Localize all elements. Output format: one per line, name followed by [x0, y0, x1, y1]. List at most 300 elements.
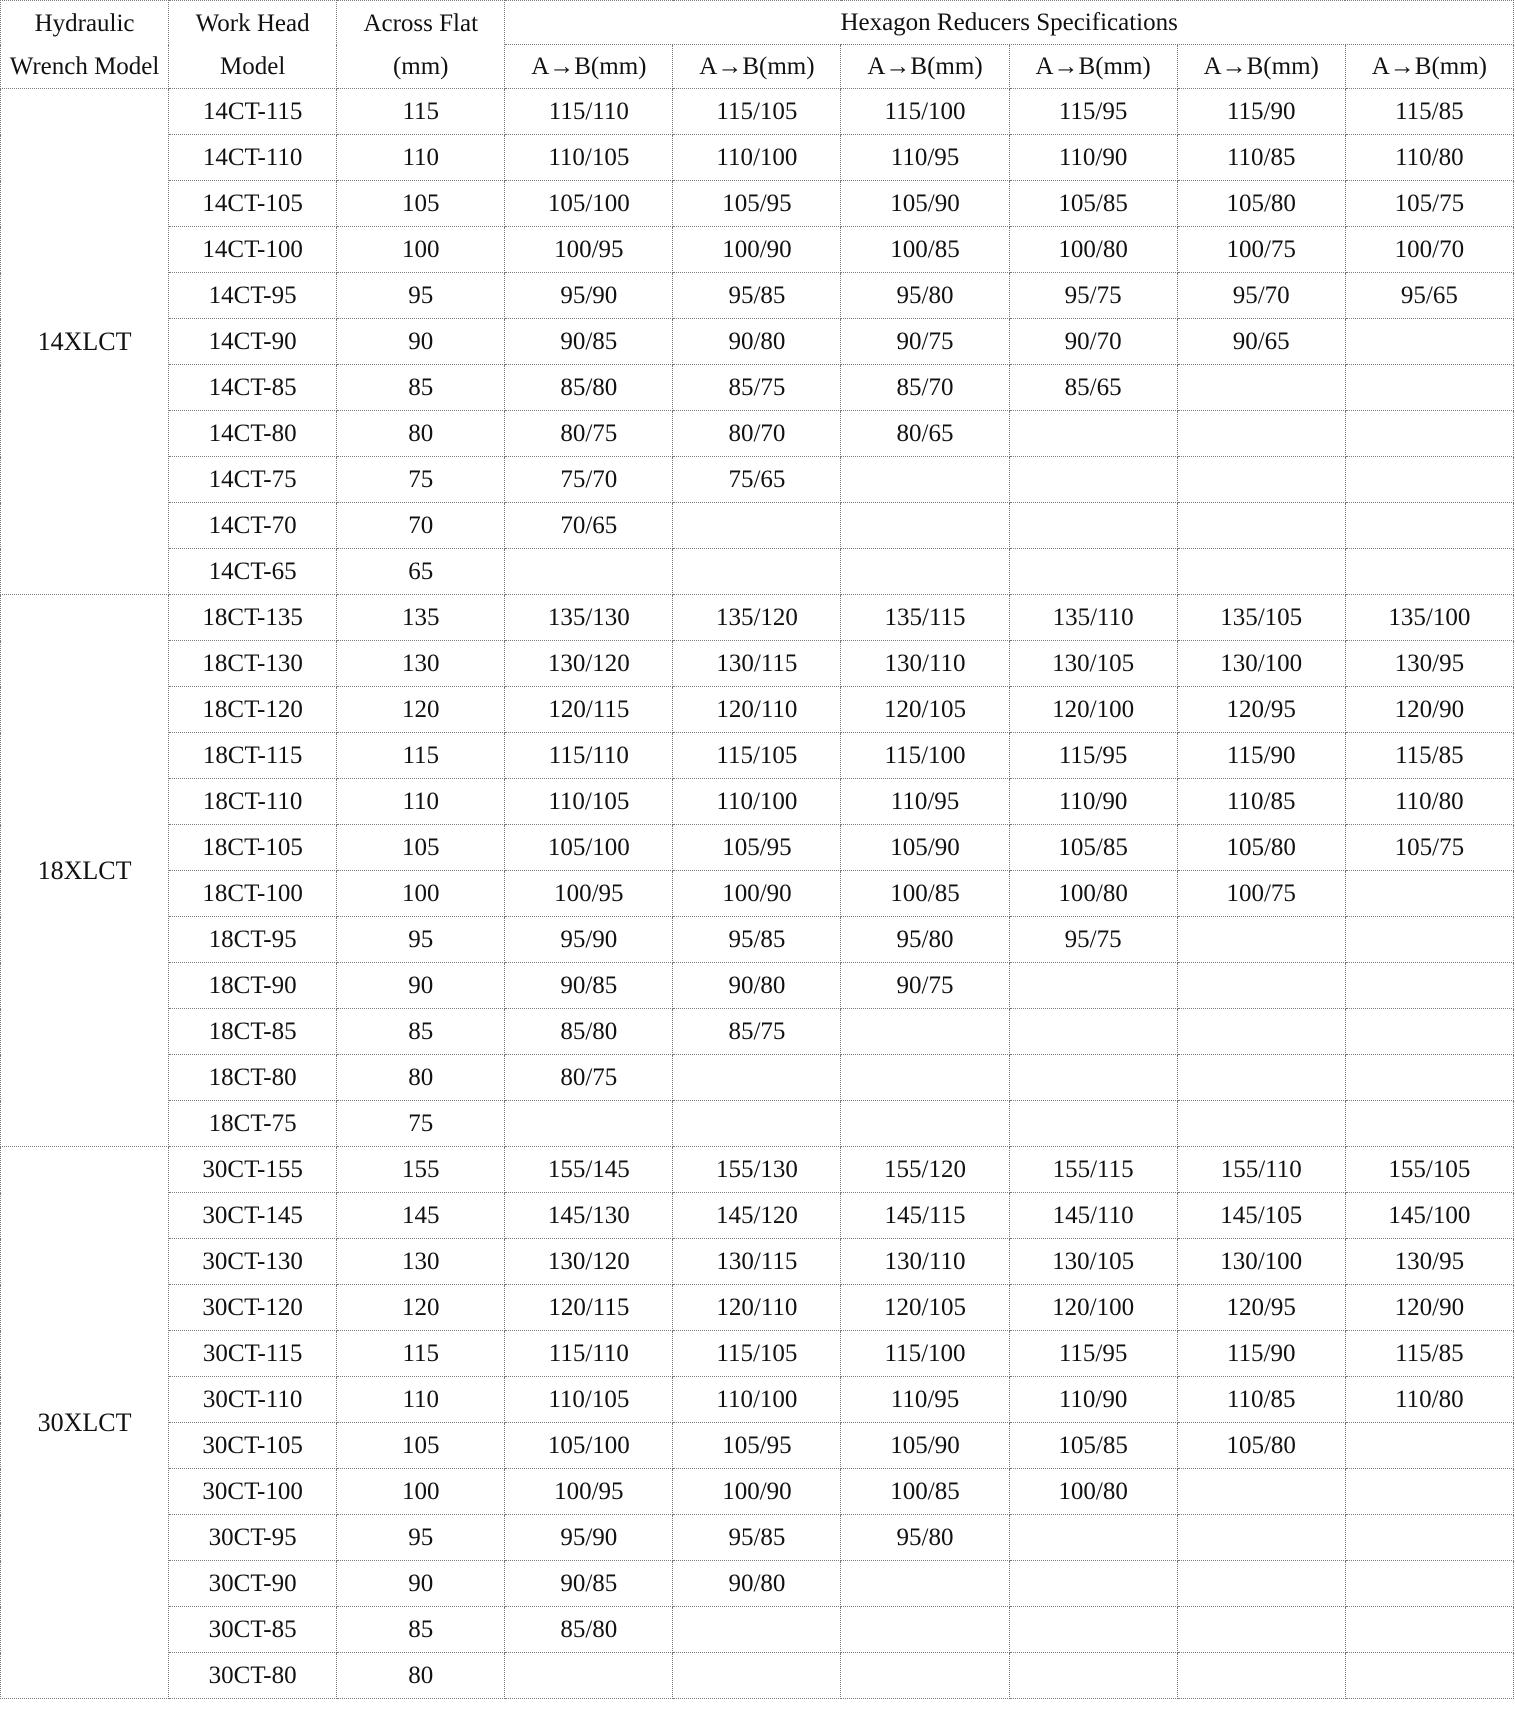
reducer-cell: 110/90 [1009, 135, 1177, 181]
work-head-model-cell: 30CT-155 [169, 1147, 337, 1193]
hydraulic-wrench-model-cell: 30XLCT [1, 1147, 169, 1699]
table-row [1, 1561, 1514, 1607]
across-flat-cell: 110 [337, 779, 505, 825]
reducer-cell: 120/105 [841, 687, 1009, 733]
reducer-cell: 90/80 [673, 963, 841, 1009]
reducer-cell [841, 503, 1009, 549]
reducer-cell [1177, 365, 1345, 411]
table-row [1, 1607, 1514, 1653]
reducer-cell: 130/95 [1345, 641, 1513, 687]
reducer-cell [1345, 1653, 1513, 1699]
table-row [1, 319, 1514, 365]
reducer-cell [1177, 1653, 1345, 1699]
reducer-cell: 130/110 [841, 641, 1009, 687]
reducer-cell: 135/130 [505, 595, 673, 641]
reducer-cell [1009, 1653, 1177, 1699]
across-flat-cell: 85 [337, 365, 505, 411]
work-head-model-cell: 30CT-100 [169, 1469, 337, 1515]
reducer-cell [841, 1653, 1009, 1699]
reducer-cell [1345, 1101, 1513, 1147]
reducer-cell [1009, 1009, 1177, 1055]
reducer-cell: 85/75 [673, 365, 841, 411]
across-flat-cell: 155 [337, 1147, 505, 1193]
reducer-cell: 115/90 [1177, 1331, 1345, 1377]
work-head-model-cell: 14CT-105 [169, 181, 337, 227]
table-row [1, 457, 1514, 503]
table-row [1, 1331, 1514, 1377]
across-flat-cell: 110 [337, 135, 505, 181]
across-flat-cell: 100 [337, 871, 505, 917]
reducer-column-header: A→B(mm) [673, 45, 841, 89]
reducer-cell: 100/95 [505, 871, 673, 917]
reducer-cell [1177, 1607, 1345, 1653]
reducer-cell [1009, 549, 1177, 595]
across-flat-cell: 100 [337, 227, 505, 273]
reducer-cell: 105/75 [1345, 825, 1513, 871]
work-head-model-cell: 18CT-120 [169, 687, 337, 733]
across-flat-cell: 130 [337, 641, 505, 687]
reducer-cell: 100/95 [505, 1469, 673, 1515]
reducer-cell [1009, 1515, 1177, 1561]
reducer-cell: 90/85 [505, 1561, 673, 1607]
reducer-cell: 115/85 [1345, 733, 1513, 779]
reducer-cell: 85/75 [673, 1009, 841, 1055]
reducer-cell: 85/70 [841, 365, 1009, 411]
work-head-model-cell: 18CT-85 [169, 1009, 337, 1055]
reducer-cell: 115/90 [1177, 89, 1345, 135]
across-flat-cell: 120 [337, 687, 505, 733]
reducer-cell: 70/65 [505, 503, 673, 549]
work-head-model-cell: 18CT-115 [169, 733, 337, 779]
across-flat-header: Across Flat (mm) [337, 1, 505, 89]
reducer-cell: 90/75 [841, 963, 1009, 1009]
reducer-cell [673, 549, 841, 595]
reducer-cell: 80/70 [673, 411, 841, 457]
reducer-cell: 95/85 [673, 917, 841, 963]
reducer-cell: 120/105 [841, 1285, 1009, 1331]
work-head-model-cell: 14CT-70 [169, 503, 337, 549]
reducer-cell: 85/80 [505, 365, 673, 411]
hydraulic-wrench-model-header: Hydraulic Wrench Model [1, 1, 169, 89]
reducer-cell: 80/75 [505, 411, 673, 457]
reducer-cell [1345, 319, 1513, 365]
across-flat-cell: 115 [337, 733, 505, 779]
reducer-cell: 130/115 [673, 1239, 841, 1285]
reducer-cell: 100/80 [1009, 227, 1177, 273]
reducer-column-header: A→B(mm) [841, 45, 1009, 89]
work-head-model-header: Work Head Model [169, 1, 337, 89]
across-flat-cell: 95 [337, 273, 505, 319]
reducer-cell: 110/95 [841, 779, 1009, 825]
reducer-cell: 110/85 [1177, 779, 1345, 825]
reducer-cell [1345, 503, 1513, 549]
table-row [1, 1009, 1514, 1055]
across-flat-cell: 105 [337, 825, 505, 871]
reducer-cell: 95/65 [1345, 273, 1513, 319]
reducer-cell: 110/95 [841, 1377, 1009, 1423]
reducer-cell: 95/90 [505, 1515, 673, 1561]
work-head-model-cell: 14CT-115 [169, 89, 337, 135]
reducer-cell [841, 549, 1009, 595]
across-flat-cell: 65 [337, 549, 505, 595]
hexagon-reducers-header: Hexagon Reducers Specifications [505, 1, 1514, 45]
reducer-cell: 80/75 [505, 1055, 673, 1101]
work-head-model-cell: 14CT-95 [169, 273, 337, 319]
reducer-cell: 145/110 [1009, 1193, 1177, 1239]
table-row [1, 1193, 1514, 1239]
reducer-cell: 115/85 [1345, 89, 1513, 135]
reducer-cell: 95/75 [1009, 273, 1177, 319]
work-head-model-cell: 30CT-90 [169, 1561, 337, 1607]
reducer-cell [1345, 1423, 1513, 1469]
reducer-cell [841, 457, 1009, 503]
reducer-cell [1177, 1055, 1345, 1101]
table-row [1, 825, 1514, 871]
table-body [1, 89, 1514, 1699]
reducer-cell [1345, 1055, 1513, 1101]
reducer-cell: 105/85 [1009, 181, 1177, 227]
work-head-model-cell: 14CT-110 [169, 135, 337, 181]
table-row [1, 595, 1514, 641]
reducer-column-header: A→B(mm) [1345, 45, 1513, 89]
work-head-model-cell: 14CT-85 [169, 365, 337, 411]
table-row [1, 89, 1514, 135]
reducer-cell: 120/90 [1345, 687, 1513, 733]
reducer-cell: 110/105 [505, 135, 673, 181]
across-flat-cell: 75 [337, 457, 505, 503]
reducer-cell [1345, 1469, 1513, 1515]
reducer-cell: 120/115 [505, 687, 673, 733]
reducer-cell: 110/80 [1345, 135, 1513, 181]
reducer-cell [841, 1101, 1009, 1147]
work-head-model-cell: 30CT-110 [169, 1377, 337, 1423]
reducer-cell: 145/100 [1345, 1193, 1513, 1239]
reducer-cell: 155/105 [1345, 1147, 1513, 1193]
reducer-cell: 135/105 [1177, 595, 1345, 641]
reducer-cell: 130/100 [1177, 1239, 1345, 1285]
reducer-cell [1009, 1055, 1177, 1101]
hydraulic-wrench-model-cell: 18XLCT [1, 595, 169, 1147]
reducer-cell: 120/110 [673, 1285, 841, 1331]
across-flat-cell: 90 [337, 319, 505, 365]
reducer-cell: 120/100 [1009, 687, 1177, 733]
reducer-cell [1009, 1101, 1177, 1147]
reducer-cell: 85/80 [505, 1607, 673, 1653]
reducer-cell: 100/90 [673, 227, 841, 273]
reducer-cell: 95/85 [673, 1515, 841, 1561]
reducer-cell: 110/80 [1345, 1377, 1513, 1423]
reducer-cell [1345, 963, 1513, 1009]
table-header [1, 1, 1514, 89]
across-flat-cell: 130 [337, 1239, 505, 1285]
reducer-cell [1177, 1515, 1345, 1561]
work-head-model-cell: 30CT-105 [169, 1423, 337, 1469]
reducer-cell: 105/75 [1345, 181, 1513, 227]
table-row [1, 1147, 1514, 1193]
reducer-cell: 115/110 [505, 733, 673, 779]
reducer-cell [1345, 549, 1513, 595]
reducer-cell: 95/90 [505, 917, 673, 963]
reducer-cell: 100/70 [1345, 227, 1513, 273]
reducer-cell: 115/105 [673, 1331, 841, 1377]
reducer-column-header: A→B(mm) [1009, 45, 1177, 89]
table-row [1, 779, 1514, 825]
reducer-cell [1345, 457, 1513, 503]
table-row [1, 1469, 1514, 1515]
reducer-cell [505, 549, 673, 595]
reducer-cell: 155/110 [1177, 1147, 1345, 1193]
across-flat-cell: 95 [337, 1515, 505, 1561]
work-head-model-cell: 18CT-130 [169, 641, 337, 687]
work-head-model-cell: 18CT-80 [169, 1055, 337, 1101]
reducer-cell: 110/100 [673, 1377, 841, 1423]
reducer-cell: 115/95 [1009, 1331, 1177, 1377]
table-row [1, 733, 1514, 779]
reducer-cell [1177, 1469, 1345, 1515]
reducer-cell: 85/65 [1009, 365, 1177, 411]
table-row [1, 963, 1514, 1009]
table-row [1, 273, 1514, 319]
reducer-cell: 155/145 [505, 1147, 673, 1193]
reducer-cell [505, 1653, 673, 1699]
reducer-cell: 115/95 [1009, 89, 1177, 135]
reducer-cell: 120/90 [1345, 1285, 1513, 1331]
reducer-cell: 135/110 [1009, 595, 1177, 641]
reducer-cell: 95/80 [841, 917, 1009, 963]
across-flat-cell: 110 [337, 1377, 505, 1423]
across-flat-cell: 120 [337, 1285, 505, 1331]
reducer-cell: 90/85 [505, 963, 673, 1009]
reducer-cell: 80/65 [841, 411, 1009, 457]
reducer-column-header: A→B(mm) [1177, 45, 1345, 89]
table-row [1, 227, 1514, 273]
reducer-cell: 115/105 [673, 89, 841, 135]
across-flat-cell: 90 [337, 1561, 505, 1607]
reducer-cell: 115/90 [1177, 733, 1345, 779]
reducer-cell: 105/85 [1009, 1423, 1177, 1469]
work-head-model-cell: 18CT-90 [169, 963, 337, 1009]
reducer-cell: 95/85 [673, 273, 841, 319]
reducer-cell [673, 1101, 841, 1147]
table-row [1, 1101, 1514, 1147]
reducer-cell [1345, 1009, 1513, 1055]
reducer-cell [673, 1653, 841, 1699]
reducer-cell [505, 1101, 673, 1147]
reducer-cell: 110/105 [505, 779, 673, 825]
reducer-cell [1009, 411, 1177, 457]
work-head-model-cell: 18CT-135 [169, 595, 337, 641]
reducer-cell: 110/80 [1345, 779, 1513, 825]
reducer-cell: 115/100 [841, 89, 1009, 135]
reducer-cell: 110/95 [841, 135, 1009, 181]
reducer-cell: 105/80 [1177, 825, 1345, 871]
table-row [1, 871, 1514, 917]
work-head-model-cell: 30CT-95 [169, 1515, 337, 1561]
reducer-cell: 100/75 [1177, 227, 1345, 273]
reducer-cell: 75/70 [505, 457, 673, 503]
table-row [1, 917, 1514, 963]
across-flat-cell: 80 [337, 411, 505, 457]
across-flat-cell: 75 [337, 1101, 505, 1147]
across-flat-cell: 145 [337, 1193, 505, 1239]
reducer-cell [1177, 1101, 1345, 1147]
reducer-cell: 130/110 [841, 1239, 1009, 1285]
reducer-cell [673, 1607, 841, 1653]
across-flat-cell: 115 [337, 89, 505, 135]
work-head-model-cell: 14CT-75 [169, 457, 337, 503]
reducer-cell [1177, 1561, 1345, 1607]
table-row [1, 1377, 1514, 1423]
across-flat-cell: 105 [337, 1423, 505, 1469]
reducer-cell: 105/90 [841, 1423, 1009, 1469]
reducer-cell: 115/110 [505, 89, 673, 135]
reducer-cell: 90/70 [1009, 319, 1177, 365]
reducer-cell [1177, 963, 1345, 1009]
work-head-model-cell: 14CT-90 [169, 319, 337, 365]
reducer-cell [841, 1561, 1009, 1607]
reducer-cell [1177, 917, 1345, 963]
reducer-cell [1009, 963, 1177, 1009]
reducer-cell [1009, 1607, 1177, 1653]
reducer-cell: 130/120 [505, 1239, 673, 1285]
reducer-cell: 110/100 [673, 135, 841, 181]
reducer-cell [1345, 1515, 1513, 1561]
reducer-cell [1345, 917, 1513, 963]
across-flat-cell: 80 [337, 1653, 505, 1699]
work-head-model-cell: 30CT-130 [169, 1239, 337, 1285]
reducer-cell: 135/100 [1345, 595, 1513, 641]
work-head-model-cell: 30CT-85 [169, 1607, 337, 1653]
reducer-cell: 105/95 [673, 825, 841, 871]
reducer-cell: 95/70 [1177, 273, 1345, 319]
table-row [1, 411, 1514, 457]
reducer-cell [1345, 365, 1513, 411]
reducer-cell: 110/100 [673, 779, 841, 825]
reducer-cell: 130/120 [505, 641, 673, 687]
across-flat-cell: 80 [337, 1055, 505, 1101]
reducer-cell: 85/80 [505, 1009, 673, 1055]
reducer-cell: 115/100 [841, 1331, 1009, 1377]
work-head-model-cell: 18CT-110 [169, 779, 337, 825]
table-row [1, 1055, 1514, 1101]
across-flat-cell: 105 [337, 181, 505, 227]
work-head-model-cell: 18CT-75 [169, 1101, 337, 1147]
reducer-cell: 100/80 [1009, 1469, 1177, 1515]
reducer-cell: 145/115 [841, 1193, 1009, 1239]
reducer-cell [1009, 1561, 1177, 1607]
reducer-cell [841, 1607, 1009, 1653]
reducer-cell: 110/90 [1009, 1377, 1177, 1423]
reducer-cell: 75/65 [673, 457, 841, 503]
reducer-cell: 100/80 [1009, 871, 1177, 917]
work-head-model-cell: 18CT-105 [169, 825, 337, 871]
work-head-model-cell: 18CT-100 [169, 871, 337, 917]
reducer-cell: 115/95 [1009, 733, 1177, 779]
reducer-cell: 100/95 [505, 227, 673, 273]
reducer-cell: 100/75 [1177, 871, 1345, 917]
work-head-model-cell: 30CT-145 [169, 1193, 337, 1239]
reducer-cell: 120/110 [673, 687, 841, 733]
reducer-cell: 135/120 [673, 595, 841, 641]
table-row [1, 135, 1514, 181]
work-head-model-cell: 14CT-65 [169, 549, 337, 595]
table-row [1, 1239, 1514, 1285]
reducer-cell [1345, 871, 1513, 917]
reducer-cell: 130/115 [673, 641, 841, 687]
reducer-cell [841, 1055, 1009, 1101]
reducer-cell: 95/80 [841, 273, 1009, 319]
reducer-cell: 130/95 [1345, 1239, 1513, 1285]
reducer-cell [1345, 411, 1513, 457]
reducer-cell [1345, 1561, 1513, 1607]
reducer-cell: 155/130 [673, 1147, 841, 1193]
reducer-cell [1177, 411, 1345, 457]
hydraulic-wrench-model-cell: 14XLCT [1, 89, 169, 595]
reducer-cell: 105/100 [505, 1423, 673, 1469]
reducer-column-header: A→B(mm) [505, 45, 673, 89]
reducer-cell: 100/90 [673, 871, 841, 917]
work-head-model-cell: 30CT-80 [169, 1653, 337, 1699]
reducer-cell: 115/85 [1345, 1331, 1513, 1377]
across-flat-cell: 85 [337, 1009, 505, 1055]
reducer-cell: 105/100 [505, 825, 673, 871]
reducer-cell [841, 1009, 1009, 1055]
reducer-cell: 145/130 [505, 1193, 673, 1239]
reducer-cell: 115/105 [673, 733, 841, 779]
table-row [1, 365, 1514, 411]
reducer-cell: 120/95 [1177, 1285, 1345, 1331]
reducer-cell: 105/100 [505, 181, 673, 227]
reducer-cell: 155/120 [841, 1147, 1009, 1193]
reducer-cell [673, 1055, 841, 1101]
reducer-cell: 95/80 [841, 1515, 1009, 1561]
reducer-cell: 135/115 [841, 595, 1009, 641]
across-flat-cell: 95 [337, 917, 505, 963]
table-row [1, 1653, 1514, 1699]
reducer-cell: 90/75 [841, 319, 1009, 365]
reducer-cell: 95/90 [505, 273, 673, 319]
reducer-cell: 100/90 [673, 1469, 841, 1515]
reducer-cell [1345, 1607, 1513, 1653]
reducer-cell [1009, 503, 1177, 549]
across-flat-cell: 100 [337, 1469, 505, 1515]
reducer-cell: 110/85 [1177, 135, 1345, 181]
table-row [1, 181, 1514, 227]
reducer-cell: 105/80 [1177, 181, 1345, 227]
table-row [1, 503, 1514, 549]
reducer-cell [1177, 1009, 1345, 1055]
work-head-model-cell: 30CT-120 [169, 1285, 337, 1331]
reducer-cell: 130/100 [1177, 641, 1345, 687]
reducer-cell [1177, 457, 1345, 503]
work-head-model-cell: 18CT-95 [169, 917, 337, 963]
table-row [1, 641, 1514, 687]
header-row-1 [1, 1, 1514, 45]
reducer-cell: 105/95 [673, 181, 841, 227]
reducer-cell: 105/90 [841, 181, 1009, 227]
reducer-cell: 155/115 [1009, 1147, 1177, 1193]
across-flat-cell: 90 [337, 963, 505, 1009]
table-row [1, 1285, 1514, 1331]
table-row [1, 549, 1514, 595]
reducer-cell [1177, 503, 1345, 549]
reducer-cell: 100/85 [841, 1469, 1009, 1515]
reducer-cell: 120/115 [505, 1285, 673, 1331]
across-flat-cell: 85 [337, 1607, 505, 1653]
reducer-cell: 105/80 [1177, 1423, 1345, 1469]
table-row [1, 1515, 1514, 1561]
work-head-model-cell: 14CT-80 [169, 411, 337, 457]
